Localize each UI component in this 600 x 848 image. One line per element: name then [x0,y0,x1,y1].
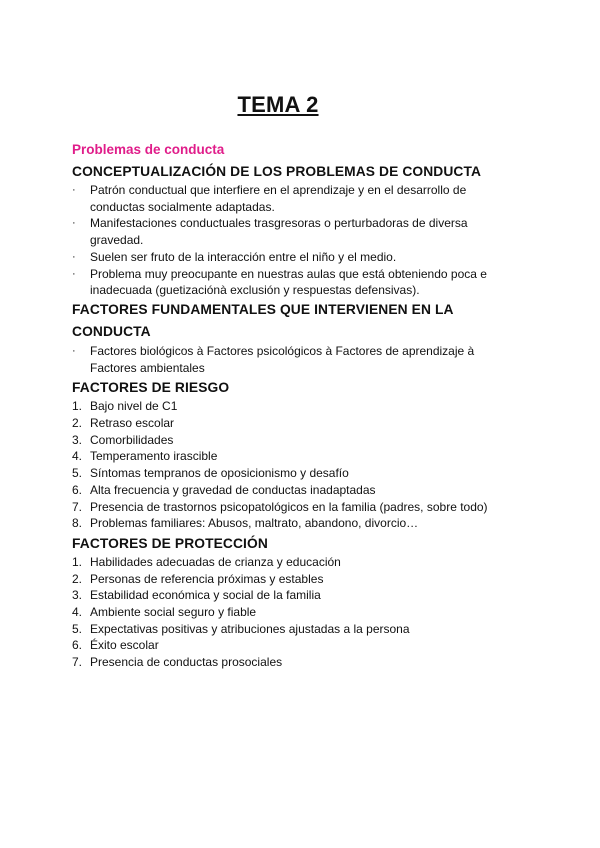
list-item [72,637,512,654]
list-item-text: Patrón conductual que interfiere en el aprendizaje y en el desarrollo de conductas socialmente adaptadas. [90,183,467,214]
list-item-text: Bajo nivel de C1 [90,399,178,414]
list-item-text: Suelen ser fruto de la interacción entre el niño y el medio. [90,249,397,264]
list-number: 1. [72,399,83,414]
list-item-text: Comorbilidades [90,432,174,447]
document-body [72,140,512,671]
list-item-text: Manifestaciones conductuales trasgresoras o perturbadoras de diversa gravedad. [90,216,468,248]
list-item [72,482,512,499]
list-item-text: Ambiente social seguro y fiable [90,605,257,620]
list-item-text: Problemas familiares: Abusos, maltrato, abandono, divorcio… [90,516,419,531]
list-item [72,621,512,638]
list-item [72,182,512,215]
list-item-text: Expectativas positivas y atribuciones ajustadas a la persona [90,621,410,636]
list-item [72,465,512,482]
list-item [72,554,512,571]
subtitle: Problemas de conducta [72,142,225,157]
page-title: TEMA 2 [237,92,319,117]
list-number: 7. [72,655,83,670]
list-number: 5. [72,621,83,636]
list-item [72,587,512,604]
section-heading-factores-proteccion: FACTORES DE PROTECCIÓN [72,535,268,551]
numbered-list-factores-proteccion [72,554,512,671]
list-item [72,654,512,671]
list-item [72,249,512,266]
list-item [72,398,512,415]
list-item [72,571,512,588]
list-number: 3. [72,432,83,447]
list-number: 2. [72,416,83,431]
list-item [72,515,512,532]
list-item-text: Retraso escolar [90,416,175,431]
list-number: 4. [72,449,83,464]
list-item [72,266,512,299]
bullet-marker: · [72,267,76,280]
list-item [72,604,512,621]
list-item [72,415,512,432]
list-number: 5. [72,466,83,481]
section-heading-conceptualizacion: CONCEPTUALIZACIÓN DE LOS PROBLEMAS DE CONDUCTA [72,164,482,179]
list-number: 6. [72,482,83,497]
bullet-list-factores-fundamentales [72,343,512,376]
list-item [72,432,512,449]
bullet-marker: · [72,217,76,230]
list-item-text: Síntomas tempranos de oposicionismo y desafío [90,466,349,481]
list-number: 1. [72,554,83,569]
list-number: 6. [72,638,83,653]
list-item [72,499,512,516]
list-item-text: Problema muy preocupante en nuestras aulas que está obteniendo poca e inadecuada (guetizaciónà exclusión y respuestas defensivas). [90,266,487,298]
list-number: 8. [72,516,83,531]
bullet-marker: · [72,344,76,357]
list-item-text: Estabilidad económica y social de la familia [90,588,321,603]
list-number: 2. [72,571,83,586]
list-item-text: Habilidades adecuadas de crianza y educación [90,554,341,569]
list-number: 3. [72,588,83,603]
list-item [72,215,512,248]
section-heading-factores-riesgo: FACTORES DE RIESGO [72,380,230,396]
list-item-text: Presencia de conductas prosociales [90,655,283,670]
bullet-list-conceptualizacion [72,182,512,299]
list-item-text: Alta frecuencia y gravedad de conductas inadaptadas [90,482,376,497]
bullet-marker: · [72,184,76,196]
list-number: 7. [72,499,83,514]
list-item-text: Presencia de trastornos psicopatológicos en la familia (padres, sobre todo) [90,499,488,514]
list-number: 4. [72,605,83,620]
list-item [72,448,512,465]
section-heading-factores-fundamentales: FACTORES FUNDAMENTALES QUE INTERVIENEN EN LA CONDUCTA [72,301,454,339]
numbered-list-factores-riesgo [72,398,512,532]
list-item-text: Éxito escolar [90,638,159,653]
list-item-text: Factores biológicos à Factores psicológicos à Factores de aprendizaje à Factores ambientales [90,343,475,375]
list-item [72,343,512,376]
list-item-text: Personas de referencia próximas y estables [90,571,324,586]
bullet-marker: · [72,250,76,263]
list-item-text: Temperamento irascible [90,449,218,464]
